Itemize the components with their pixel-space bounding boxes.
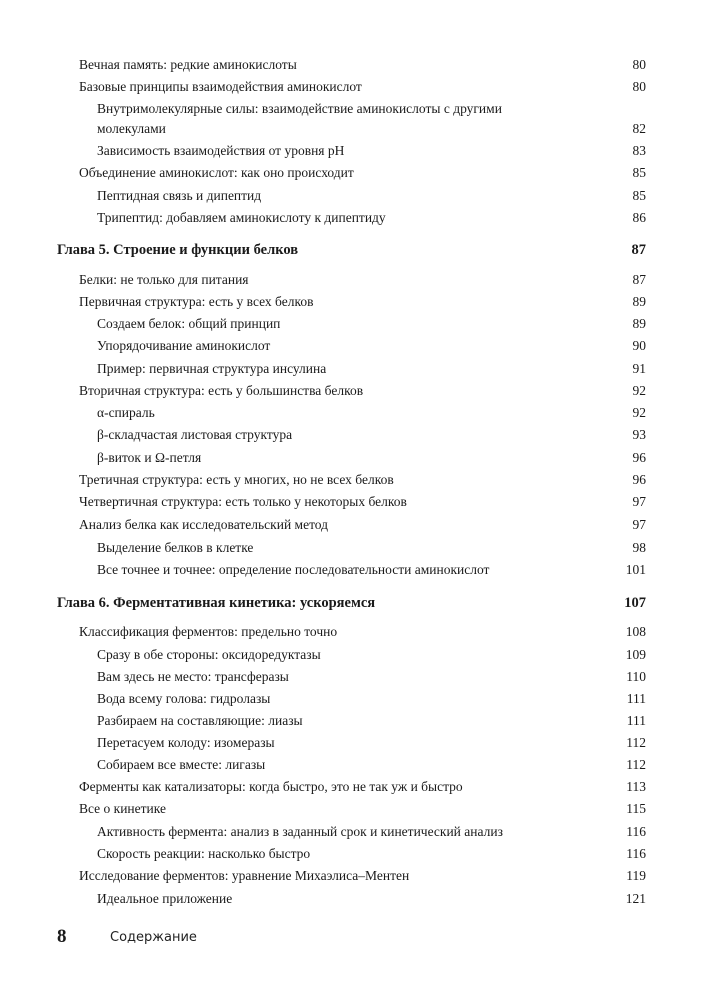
toc-entry-title: Внутримолекулярные силы: взаимодействие аминокислоты с другими <box>97 101 502 116</box>
toc-entry-title: Все о кинетике <box>79 801 166 816</box>
toc-entry-page: 92 <box>632 405 646 420</box>
toc-entry-page: 110 <box>626 669 646 684</box>
toc-entry-title: Первичная структура: есть у всех белков <box>79 294 314 309</box>
toc-entry-page: 89 <box>632 316 646 331</box>
page-footer <box>0 926 704 950</box>
toc-entry-title: α-спираль <box>97 405 155 420</box>
toc-entry-title: Ферменты как катализаторы: когда быстро, это не так уж и быстро <box>79 779 463 794</box>
toc-entry-title: Исследование ферментов: уравнение Михаэлиса–Ментен <box>79 868 410 883</box>
toc-entry-page: 82 <box>632 121 646 136</box>
toc-entry-title: Упорядочивание аминокислот <box>97 338 271 353</box>
toc-entry-title: Объединение аминокислот: как оно происходит <box>79 165 354 180</box>
chapter-title: Глава 6. Ферментативная кинетика: ускоряемся <box>57 595 376 611</box>
toc-entry-title: Четвертичная структура: есть только у некоторых белков <box>79 494 407 509</box>
toc-entry-page: 93 <box>632 427 646 442</box>
toc-entry-page: 80 <box>632 79 646 94</box>
toc-entry-title: Пептидная связь и дипептид <box>97 188 262 203</box>
toc-entry-title: Пример: первичная структура инсулина <box>97 361 327 376</box>
toc-entry-title: Классификация ферментов: предельно точно <box>79 624 338 639</box>
toc-entry-page: 92 <box>632 383 646 398</box>
chapter-title: Глава 5. Строение и функции белков <box>57 242 299 258</box>
toc-entry-title: Разбираем на составляющие: лиазы <box>97 713 303 728</box>
toc-entry-page: 121 <box>625 891 646 906</box>
toc-entry-title: Собираем все вместе: лигазы <box>97 757 266 772</box>
toc-entry-title: Третичная структура: есть у многих, но не всех белков <box>79 472 394 487</box>
toc-entry-page: 96 <box>632 472 646 487</box>
toc-entry-title: Выделение белков в клетке <box>97 540 254 555</box>
toc-entry-page: 91 <box>632 361 646 376</box>
toc-entry-page: 119 <box>626 868 646 883</box>
toc-entry-title: Создаем белок: общий принцип <box>97 316 281 331</box>
toc-entry-title: Вам здесь не место: трансферазы <box>97 669 289 684</box>
page-number: 8 <box>57 926 67 947</box>
toc-entry-page: 112 <box>626 735 646 750</box>
toc-entry-title: Перетасуем колоду: изомеразы <box>97 735 275 750</box>
toc-entry-title: Сразу в обе стороны: оксидоредуктазы <box>97 647 321 662</box>
toc-entry-title: Анализ белка как исследовательский метод <box>79 517 329 532</box>
toc-entry-page: 90 <box>632 338 646 353</box>
chapter-page: 107 <box>624 595 646 611</box>
toc-entry-title: Трипептид: добавляем аминокислоту к дипептиду <box>97 210 386 225</box>
toc-entry-page: 97 <box>632 494 646 509</box>
toc-entry-title: молекулами <box>97 121 166 136</box>
toc-entry-title: Вода всему голова: гидролазы <box>97 691 271 706</box>
toc-entry-page: 109 <box>625 647 646 662</box>
toc-entry-page: 80 <box>632 57 646 72</box>
toc-entry-page: 101 <box>625 562 646 577</box>
toc-entry-page: 89 <box>632 294 646 309</box>
toc-entry-page: 116 <box>626 846 646 861</box>
toc-entry-title: Зависимость взаимодействия от уровня pH <box>97 143 345 158</box>
toc-entry-page: 97 <box>632 517 646 532</box>
toc-entry-page: 85 <box>632 165 646 180</box>
toc-entry-page: 112 <box>626 757 646 772</box>
toc-entry-page: 116 <box>626 824 646 839</box>
toc-entry-page: 85 <box>632 188 646 203</box>
toc-entry-page: 87 <box>632 272 646 287</box>
toc-entry-title: Базовые принципы взаимодействия аминокислот <box>79 79 362 94</box>
toc-entry-title: Белки: не только для питания <box>79 272 249 287</box>
running-footer-section: Содержание <box>110 930 197 945</box>
toc-entry-page: 113 <box>626 779 646 794</box>
toc-entry-title: β-складчастая листовая структура <box>97 427 293 442</box>
toc-entry-title: Все точнее и точнее: определение последовательности аминокислот <box>97 562 490 577</box>
toc-entry-page: 108 <box>625 624 646 639</box>
toc-entry-title: Идеальное приложение <box>97 891 233 906</box>
toc-entry-title: Вторичная структура: есть у большинства белков <box>79 383 364 398</box>
toc-entry-page: 111 <box>626 691 646 706</box>
toc-entry-title: Скорость реакции: насколько быстро <box>97 846 311 861</box>
toc-entry-page: 86 <box>632 210 646 225</box>
toc-entry-title: Вечная память: редкие аминокислоты <box>79 57 297 72</box>
toc-entry-page: 96 <box>632 450 646 465</box>
toc-entry-page: 98 <box>632 540 646 555</box>
toc-entry-page: 115 <box>626 801 646 816</box>
chapter-page: 87 <box>631 242 646 258</box>
toc-entry-page: 83 <box>632 143 646 158</box>
toc-entry-title: Активность фермента: анализ в заданный срок и кинетический анализ <box>97 824 503 839</box>
toc-entry-title: β-виток и Ω-петля <box>97 450 202 465</box>
toc-entry-page: 111 <box>626 713 646 728</box>
